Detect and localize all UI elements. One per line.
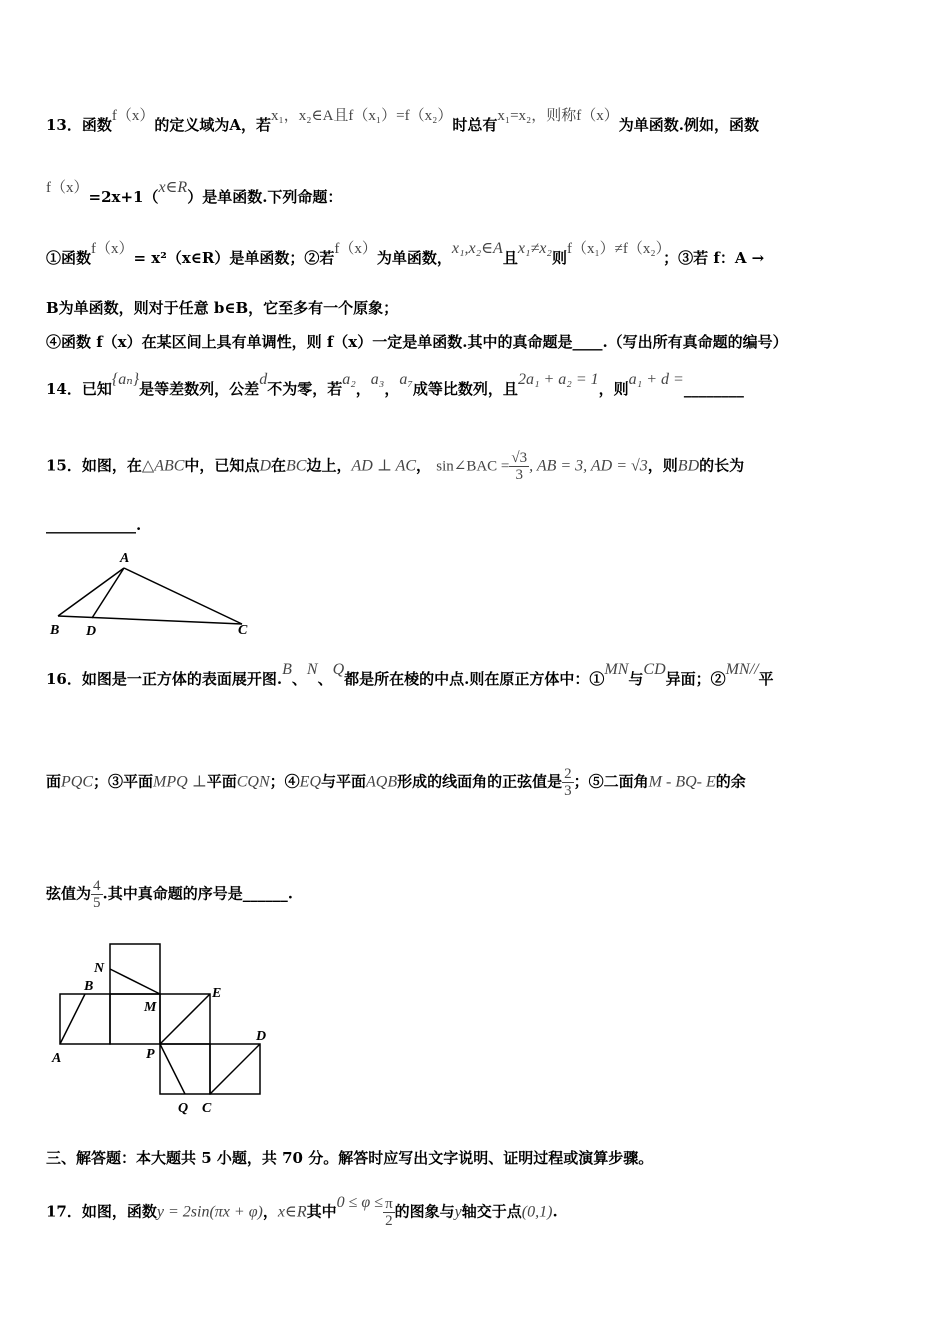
q16-line1: 16．如图是一正方体的表面展开图.B、N、Q都是所在棱的中点.则在原正方体中：①MN与CD异面；②MN//平 [46,661,774,688]
q17-number: 17． [46,1202,82,1221]
q13-line3: ①函数f（x）= x²（x∈R）是单函数；②若f（x）为单函数，x₁,x₂∈A且x₁≠x₂则f（x₁）≠f（x₂）；③若 f：A → [46,240,765,267]
label-d: D [86,624,97,639]
segment-pq [160,1044,185,1094]
q16-line2: 面PQC；③平面MPQ ⊥平面CQN；④EQ与平面AQB形成的线面角的正弦值是 $\frac{2}{3}$ ；⑤二面角M - BQ- E的余 [46,766,746,799]
q13-line1: 13．函数f（x）的定义域为A，若x₁，x₂∈A且f（x₁）=f（x₂）时总有x₁=x₂，则称f（x）为单函数.例如，函数 [46,108,760,134]
label-b: B [84,979,94,994]
label-c: C [202,1101,212,1116]
label-e: E [212,986,222,1001]
net-bottom-face [160,1044,210,1094]
q15-line1: 15．如图，在△ABC中，已知点D在BC边上，AD ⊥ AC， sin∠BAC = $\frac{√3}{3}$ , AB = 3, AD = √3，则BD的长为 [46,450,745,483]
segment-nm [110,969,160,994]
edge-ab [58,568,124,616]
label-d: D [256,1029,267,1044]
section-three-heading: 三、解答题：本大题共 5 小题，共 70 分。解答时应写出文字说明、证明过程或演算步骤。 [46,1149,654,1167]
q13-line4: B为单函数，则对于任意 b∈B，它至多有一个原象； [46,299,399,317]
q14-line: 14．已知{aₙ}是等差数列，公差d不为零，若a₂，a₃，a₇成等比数列，且2a₁ + a₂ = 1，则a₁ + d =________ [46,371,744,398]
edge-ac [124,568,242,624]
q16-number: 16． [46,670,82,688]
cube-net-figure [46,938,286,1120]
q17-line: 17．如图，函数y = 2sin(πx + φ)，x∈R其中0 ≤ φ ≤ $\frac{\pi}{2}$ 的图象与y轴交于点(0,1). [46,1193,558,1229]
net-top-face [110,944,160,994]
q13-line2: f（x）=2x+1（x∈R）是单函数.下列命题： [46,179,343,206]
label-a: A [120,551,130,566]
edge-bc [58,616,242,624]
label-c: C [238,623,248,638]
triangle-figure [46,548,266,640]
q13-line5: ④函数 f（x）在某区间上具有单调性，则 f（x）一定是单函数.其中的真命题是____.（写出所有真命题的编号） [46,333,788,351]
q16-line3: 弦值为 $\frac{4}{5}$ .其中真命题的序号是______. [46,878,293,911]
segment-ab [60,994,85,1044]
q14-answer-blank[interactable]: ________ [683,380,744,398]
label-p: P [146,1047,155,1062]
label-q: Q [178,1101,189,1116]
label-a: A [52,1051,62,1066]
q13-number: 13． [46,116,82,134]
label-b: B [50,623,60,638]
q14-number: 14． [46,380,82,398]
q15-number: 15． [46,456,82,475]
edge-ad [92,568,124,618]
segment-pe [160,994,210,1044]
q15-answer-blank[interactable]: ____________. [46,516,142,534]
segment-cd [210,1044,260,1094]
label-n: N [94,961,105,976]
label-m: M [144,1000,157,1015]
net-left-face [60,994,110,1044]
